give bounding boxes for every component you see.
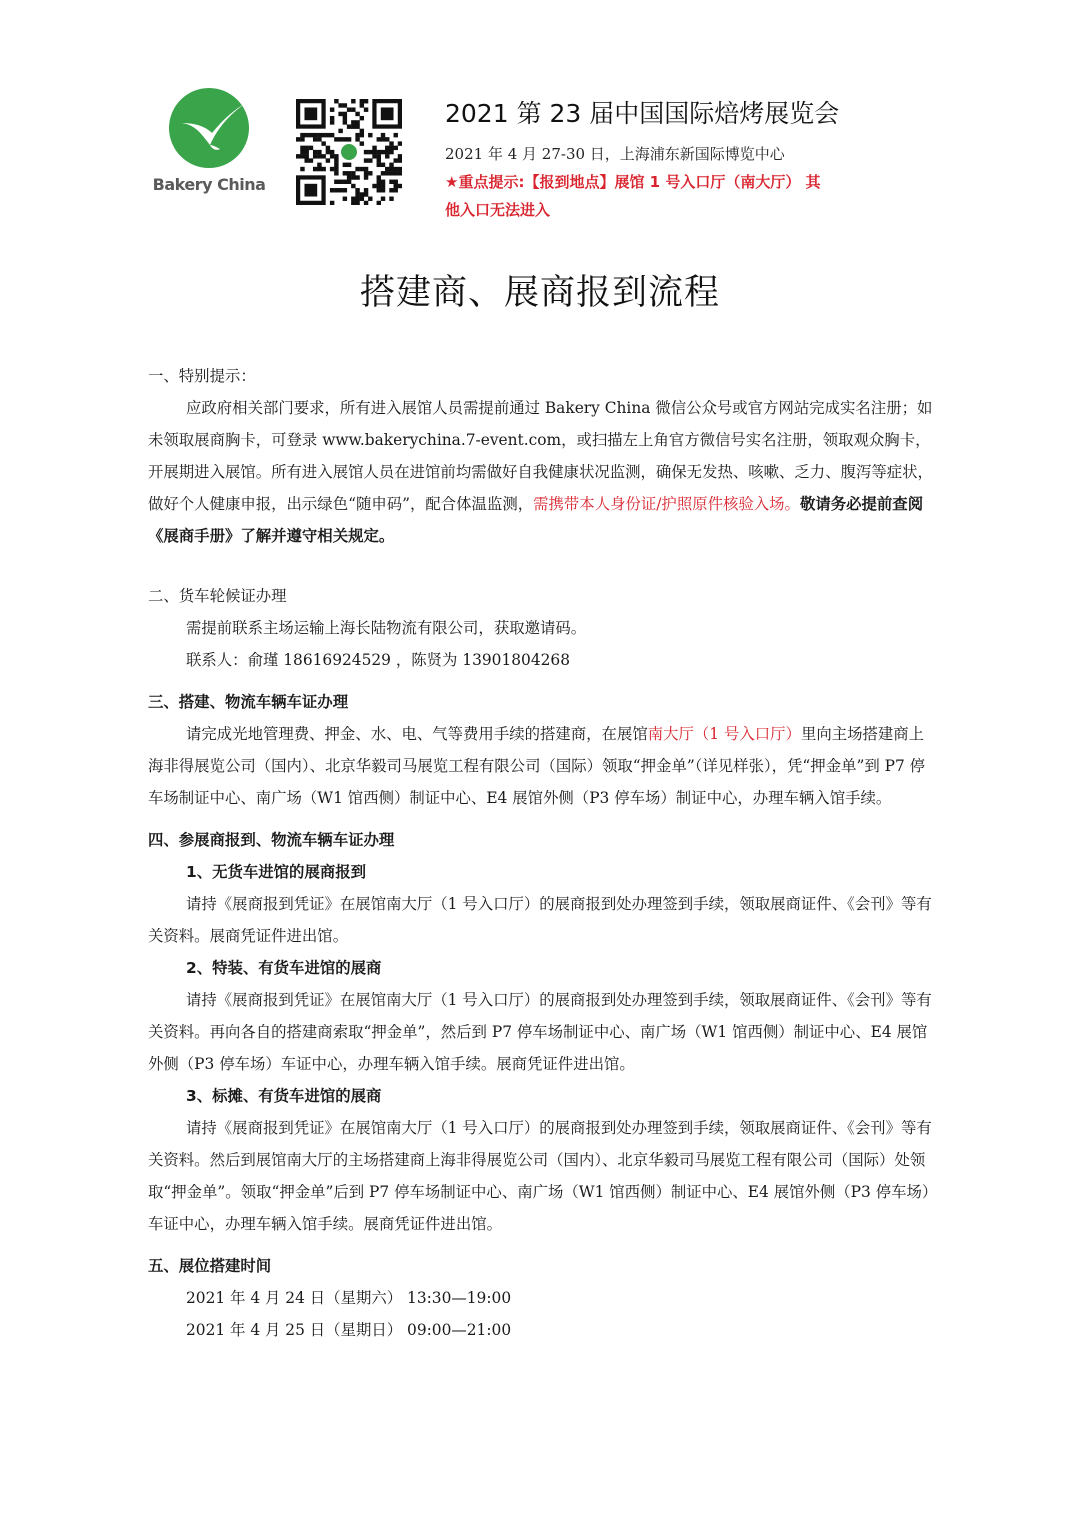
document-body xyxy=(148,360,938,1346)
section-2-contacts: 联系人：俞瑾 18616924529 ，陈贤为 13901804268 xyxy=(186,651,571,669)
section-5-time-2: 2021 年 4 月 25 日（星期日） 09:00—21:00 xyxy=(186,1321,512,1339)
exhibition-title: 2021 第 23 届中国国际焙烤展览会 xyxy=(445,99,840,128)
section-3-paragraph xyxy=(148,718,938,814)
section-4-heading: 四、参展商报到、物流车辆车证办理 xyxy=(148,831,395,849)
section-5-time-1: 2021 年 4 月 24 日（星期六） 13:30—19:00 xyxy=(186,1289,512,1307)
section-4-sub-2-text: 请持《展商报到凭证》在展馆南大厅（1 号入口厅）的展商报到处办理签到手续，领取展商证件、《会刊》等有关资料。再向各自的搭建商索取“押金单”，然后到 P7 停车场制证中心、南广场（W1 馆西侧）制证中心、E4 展馆外侧（P3 停车场）车证中心，办理车辆入馆手续。展商凭证件进出馆。 xyxy=(148,991,932,1073)
logo-text: Bakery China xyxy=(152,175,266,194)
section-3-location: 南大厅（1 号入口厅） xyxy=(647,725,801,743)
section-1-text: 应政府相关部门要求，所有进入展馆人员需提前通过 Bakery China 微信公众号或官方网站完成实名注册；如未领取展商胸卡，可登录 www.bakerychina.7-event.com，或扫描左上角官方微信号实名注册，领取观众胸卡，开展期进入展馆。所有进入展馆人员在进馆前均需做好自我健康状况监测，确保无发热、咳嗽、乏力、腹泻等症状，做好个人健康申报，出示绿色“随申码”，配合体温监测， xyxy=(148,399,933,513)
section-4-sub-3-text: 请持《展商报到凭证》在展馆南大厅（1 号入口厅）的展商报到处办理签到手续，领取展商证件、《会刊》等有关资料。然后到展馆南大厅的主场搭建商上海非得展览公司（国内）、北京华毅司马展览工程有限公司（国际）处领取“押金单”。领取“押金单”后到 P7 停车场制证中心、南广场（W1 馆西侧）制证中心、E4 展馆外侧（P3 停车场）车证中心，办理车辆入馆手续。展商凭证件进出馆。 xyxy=(148,1119,938,1233)
document-title: 搭建商、展商报到流程 xyxy=(359,273,720,313)
header xyxy=(445,96,915,224)
section-1-id-requirement: 需携带本人身份证/护照原件核验入场。 xyxy=(533,495,800,513)
notice-line-1: ★重点提示:【报到地点】展馆 1 号入口厅（南大厅） 其 xyxy=(445,173,821,191)
section-4-sub-3-title: 3、标摊、有货车进馆的展商 xyxy=(186,1087,382,1105)
section-2-heading: 二、货车轮候证办理 xyxy=(148,587,287,605)
qr-code xyxy=(296,99,402,209)
section-1-paragraph xyxy=(148,392,938,552)
bird-logo-icon xyxy=(166,85,252,171)
section-4-sub-1-text: 请持《展商报到凭证》在展馆南大厅（1 号入口厅）的展商报到处办理签到手续，领取展商证件、《会刊》等有关资料。展商凭证件进出馆。 xyxy=(148,895,932,945)
section-2-line-1: 需提前联系主场运输上海长陆物流有限公司，获取邀请码。 xyxy=(186,619,587,637)
notice-line-2: 他入口无法进入 xyxy=(445,201,551,219)
bakery-china-logo xyxy=(150,85,268,205)
date-venue: 2021 年 4 月 27-30 日，上海浦东新国际博览中心 xyxy=(445,145,785,163)
section-3-heading: 三、搭建、物流车辆车证办理 xyxy=(148,693,349,711)
qr-code-icon xyxy=(296,99,402,205)
section-4-sub-2-title: 2、特装、有货车进馆的展商 xyxy=(186,959,382,977)
section-1-heading: 一、特别提示： xyxy=(148,367,256,385)
section-5-heading: 五、展位搭建时间 xyxy=(148,1257,272,1275)
section-3-text-a: 请完成光地管理费、押金、水、电、气等费用手续的搭建商，在展馆 xyxy=(186,725,648,743)
section-3-text-b: 里向主场搭建商上海非得展览公司（国内）、北京华毅司马展览工程有限公司（国际）领取“押金单”（详见样张），凭“押金单”到 P7 停车场制证中心、南广场（W1 馆西侧）制证中心、E4 展馆外侧（P3 停车场）制证中心，办理车辆入馆手续。 xyxy=(148,725,926,807)
section-4-sub-1-title: 1、无货车进馆的展商报到 xyxy=(186,863,367,881)
section-1-manual-notice: 敬请务必提前查阅《展商手册》了解并遵守相关规定。 xyxy=(148,495,924,545)
